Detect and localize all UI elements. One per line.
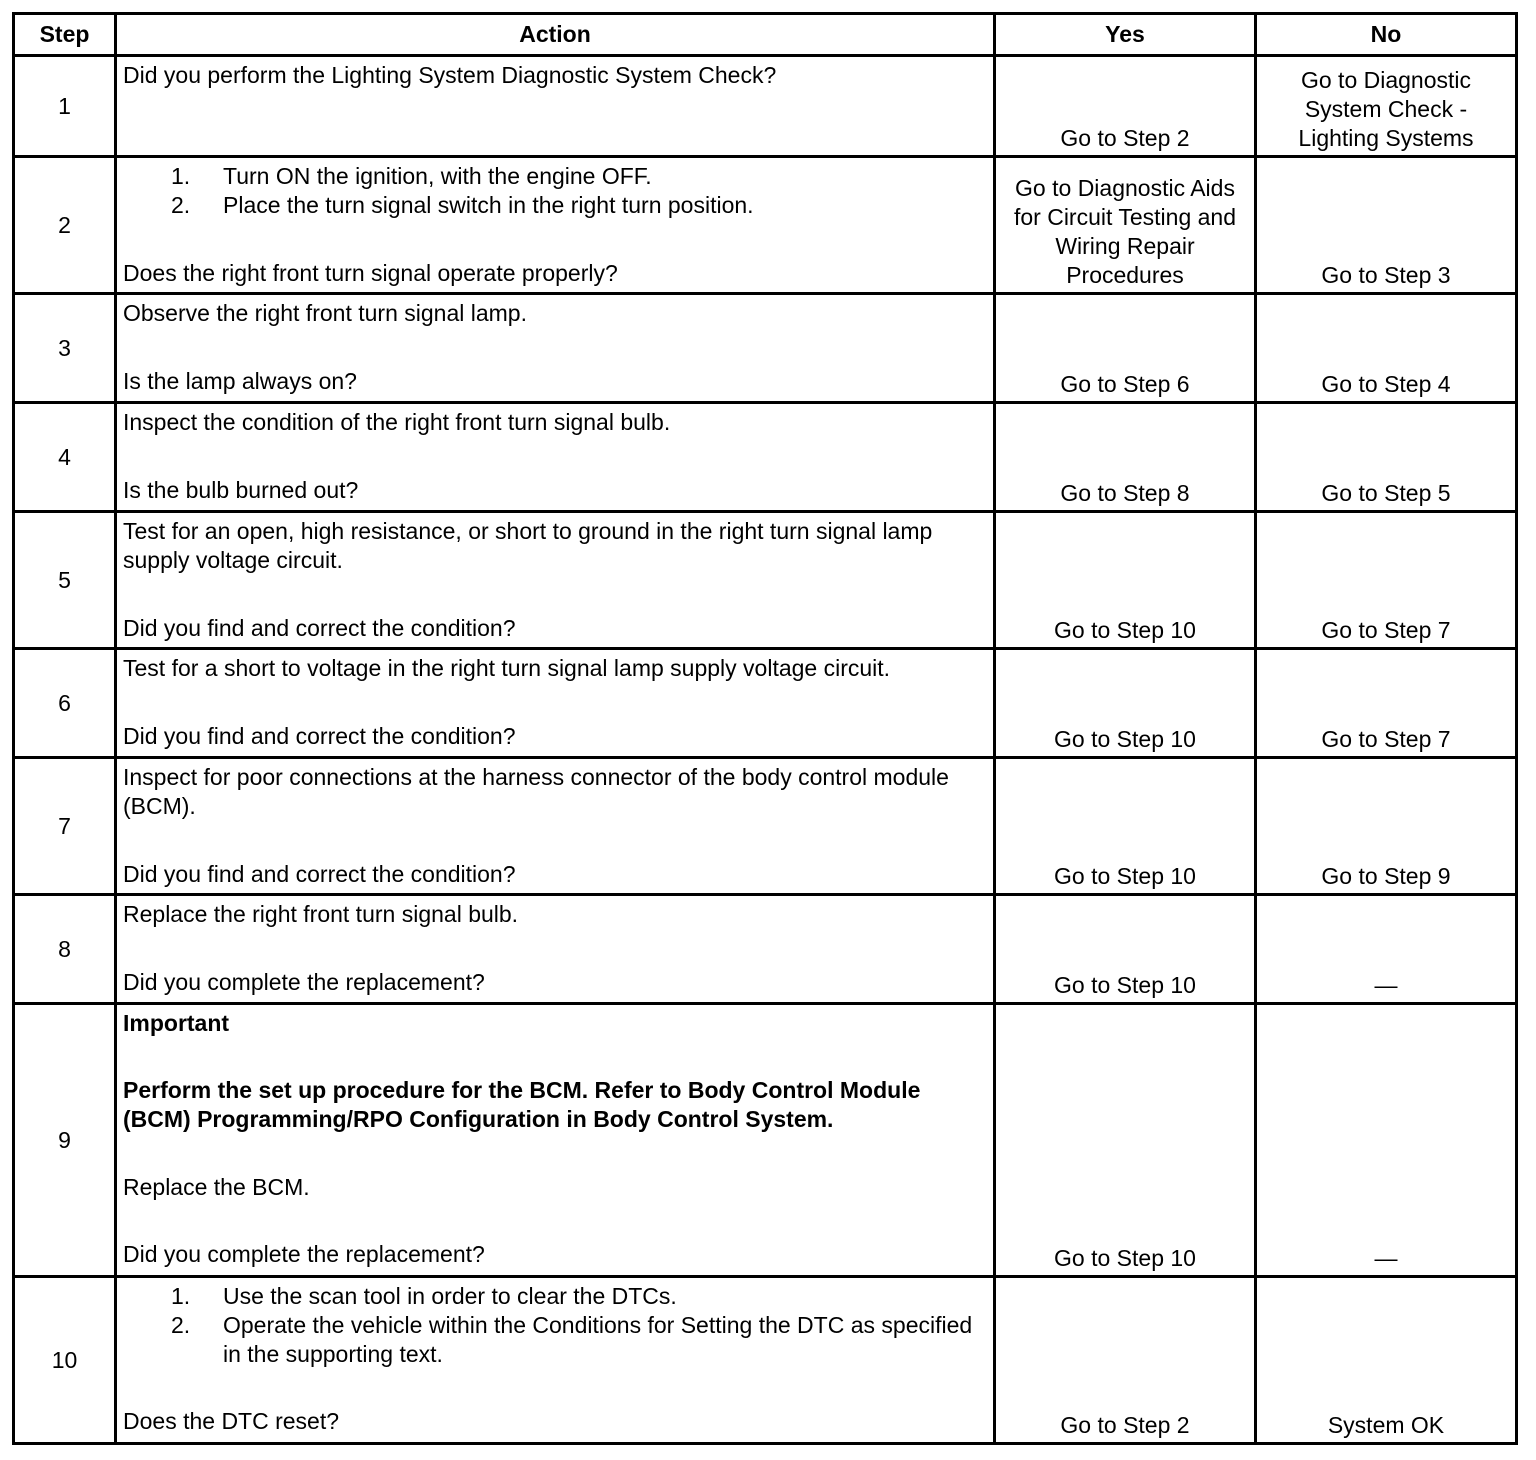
step-number: 1 <box>14 56 116 157</box>
no-cell: Go to Step 9 <box>1256 758 1517 895</box>
action-question: Did you find and correct the condition? <box>123 723 516 749</box>
header-action: Action <box>116 14 995 56</box>
important-text: Perform the set up procedure for the BCM. Refer to Body Control Module (BCM) Programming/RPO Configuration in Body Control System. <box>123 1077 921 1132</box>
action-question: Did you complete the replacement? <box>123 1241 485 1267</box>
yes-cell: Go to Step 10 <box>995 758 1256 895</box>
step-number: 4 <box>14 403 116 512</box>
list-text: Place the turn signal switch in the right turn position. <box>223 192 754 218</box>
table-row <box>14 1277 1517 1444</box>
list-number: 2. <box>171 192 191 218</box>
no-cell: Go to Step 5 <box>1256 403 1517 512</box>
action-cell <box>116 758 995 895</box>
header-no: No <box>1256 14 1517 56</box>
action-cell <box>116 56 995 157</box>
list-item <box>123 1311 989 1369</box>
list-number: 1. <box>171 163 191 189</box>
no-cell: System OK <box>1256 1277 1517 1444</box>
action-question: Did you complete the replacement? <box>123 969 485 995</box>
action-question: Is the lamp always on? <box>123 368 357 394</box>
no-cell: — <box>1256 1004 1517 1277</box>
table-row <box>14 758 1517 895</box>
table-row <box>14 157 1517 294</box>
list-number: 1. <box>171 1283 191 1309</box>
list-text: Turn ON the ignition, with the engine OFF. <box>223 163 652 189</box>
action-text: Inspect the condition of the right front turn signal bulb. <box>123 409 671 435</box>
table-row <box>14 895 1517 1004</box>
diagnostic-table <box>12 12 1518 1445</box>
list-item <box>123 1282 989 1311</box>
table-row <box>14 649 1517 758</box>
yes-cell: Go to Step 8 <box>995 403 1256 512</box>
action-cell <box>116 512 995 649</box>
table-row <box>14 1004 1517 1277</box>
action-cell <box>116 403 995 512</box>
step-number: 2 <box>14 157 116 294</box>
yes-cell: Go to Step 2 <box>995 56 1256 157</box>
action-question: Does the right front turn signal operate properly? <box>123 260 618 286</box>
action-question: Did you find and correct the condition? <box>123 861 516 887</box>
action-question: Is the bulb burned out? <box>123 477 359 503</box>
step-number: 8 <box>14 895 116 1004</box>
action-text: Observe the right front turn signal lamp. <box>123 300 527 326</box>
action-cell <box>116 895 995 1004</box>
action-question: Does the DTC reset? <box>123 1408 340 1434</box>
table-row <box>14 294 1517 403</box>
action-text: Replace the right front turn signal bulb. <box>123 901 519 927</box>
action-text: Did you perform the Lighting System Diagnostic System Check? <box>123 62 777 88</box>
no-cell: Go to Step 7 <box>1256 512 1517 649</box>
yes-cell: Go to Step 6 <box>995 294 1256 403</box>
header-row <box>14 14 1517 56</box>
action-text: Inspect for poor connections at the harness connector of the body control module (BCM). <box>123 764 949 819</box>
list-text: Use the scan tool in order to clear the DTCs. <box>223 1283 677 1309</box>
table-row <box>14 512 1517 649</box>
numbered-list <box>123 1282 989 1369</box>
step-number: 9 <box>14 1004 116 1277</box>
list-item <box>123 191 989 220</box>
yes-cell: Go to Step 10 <box>995 649 1256 758</box>
yes-cell: Go to Step 10 <box>995 895 1256 1004</box>
table-row <box>14 403 1517 512</box>
numbered-list <box>123 162 989 220</box>
important-label: Important <box>123 1010 230 1036</box>
action-cell <box>116 1004 995 1277</box>
no-cell: Go to Diagnostic System Check - Lighting Systems <box>1256 56 1517 157</box>
action-text: Test for a short to voltage in the right turn signal lamp supply voltage circuit. <box>123 655 891 681</box>
list-text: Operate the vehicle within the Conditions for Setting the DTC as specified in the supporting text. <box>223 1312 973 1367</box>
action-cell <box>116 649 995 758</box>
step-number: 10 <box>14 1277 116 1444</box>
action-cell <box>116 1277 995 1444</box>
yes-cell: Go to Step 10 <box>995 512 1256 649</box>
action-cell <box>116 294 995 403</box>
step-number: 5 <box>14 512 116 649</box>
action-cell <box>116 157 995 294</box>
list-item <box>123 162 989 191</box>
yes-cell: Go to Diagnostic Aids for Circuit Testing and Wiring Repair Procedures <box>995 157 1256 294</box>
header-step: Step <box>14 14 116 56</box>
header-yes: Yes <box>995 14 1256 56</box>
no-cell: Go to Step 7 <box>1256 649 1517 758</box>
action-text: Replace the BCM. <box>123 1174 310 1200</box>
no-cell: — <box>1256 895 1517 1004</box>
step-number: 3 <box>14 294 116 403</box>
no-cell: Go to Step 3 <box>1256 157 1517 294</box>
step-number: 6 <box>14 649 116 758</box>
action-question: Did you find and correct the condition? <box>123 615 516 641</box>
yes-cell: Go to Step 10 <box>995 1004 1256 1277</box>
table-row <box>14 56 1517 157</box>
step-number: 7 <box>14 758 116 895</box>
list-number: 2. <box>171 1312 191 1338</box>
yes-cell: Go to Step 2 <box>995 1277 1256 1444</box>
no-cell: Go to Step 4 <box>1256 294 1517 403</box>
action-text: Test for an open, high resistance, or short to ground in the right turn signal lamp supply voltage circuit. <box>123 518 933 573</box>
